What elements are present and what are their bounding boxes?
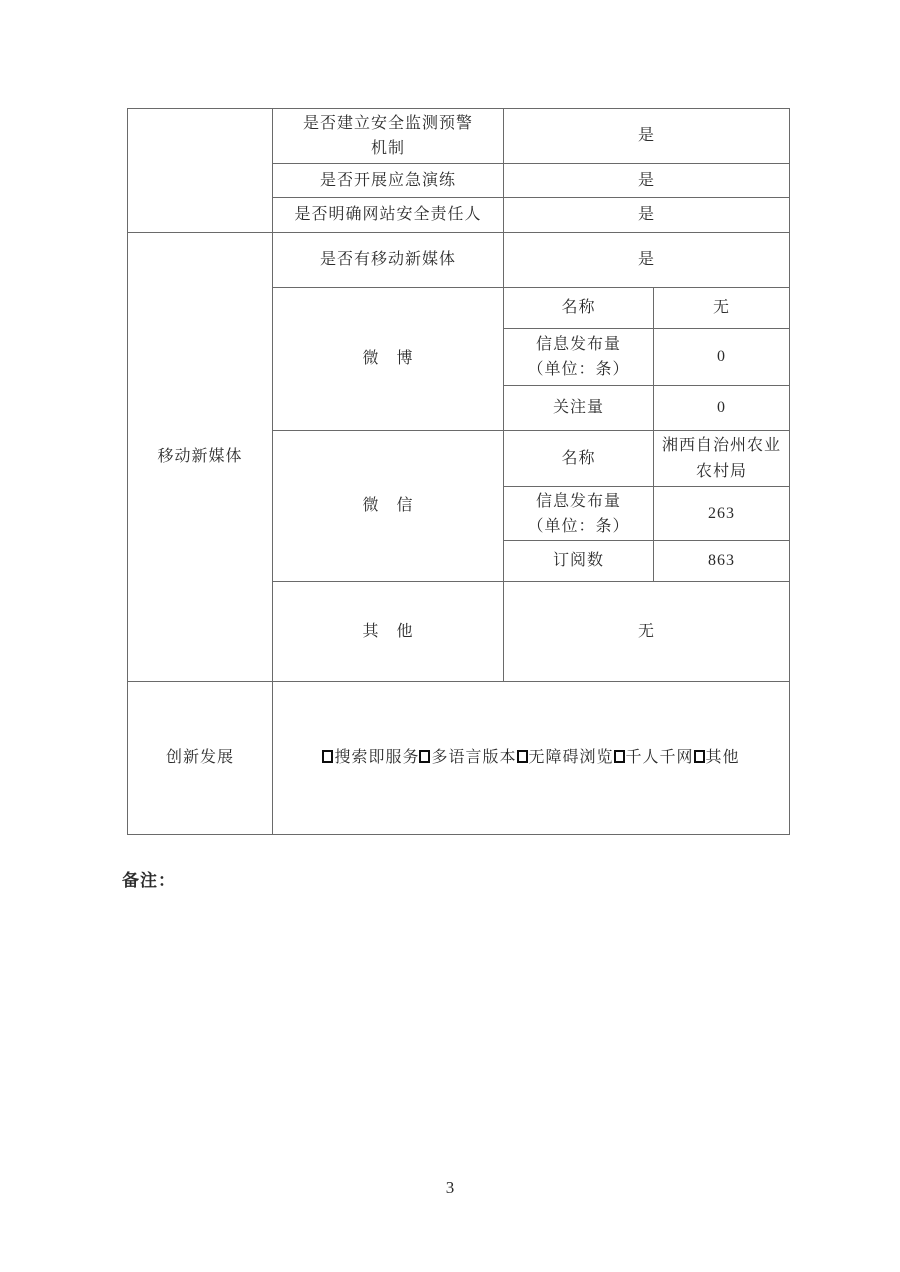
wechat-posts-label: [504, 487, 654, 541]
checkbox-unchecked-icon: [614, 750, 625, 763]
category-cell-blank: [128, 109, 273, 233]
weibo-name-value: 无: [654, 288, 790, 329]
security-monitor-value: 是: [504, 109, 790, 164]
option-personalized: [614, 749, 694, 766]
emergency-drill-value: 是: [504, 164, 790, 198]
option-other: [694, 749, 740, 766]
weibo-followers-label: 关注量: [504, 386, 654, 431]
checkbox-unchecked-icon: [322, 750, 333, 763]
table-row: [128, 109, 790, 164]
option-label: 无障碍浏览: [528, 749, 614, 766]
option-label: 千人千网: [625, 749, 694, 766]
innovation-options-cell: [273, 682, 790, 835]
page-number: 3: [445, 1178, 455, 1197]
option-label: 搜索即服务: [334, 749, 420, 766]
security-officer-label: 是否明确网站安全责任人: [273, 198, 504, 233]
category-cell-mobile-media: 移动新媒体: [128, 233, 273, 682]
category-cell-innovation: 创新发展: [128, 682, 273, 835]
weibo-posts-label: [504, 329, 654, 386]
checkbox-unchecked-icon: [694, 750, 705, 763]
weibo-name-label: 名称: [504, 288, 654, 329]
option-label: 其他: [705, 749, 740, 766]
table-row: [128, 682, 790, 835]
wechat-name-value: 湘西自治州农业农村局: [654, 431, 790, 487]
label-line: （单位：条）: [527, 361, 630, 378]
has-mobile-media-value: 是: [504, 233, 790, 288]
option-multilingual: [419, 749, 516, 766]
checkbox-unchecked-icon: [419, 750, 430, 763]
option-search-service: [322, 749, 419, 766]
label-line: 机制: [370, 140, 405, 157]
notes-label: 备注：: [122, 871, 176, 890]
label-line: （单位：条）: [527, 517, 630, 535]
label-line: 信息发布量: [535, 492, 621, 510]
security-monitor-label: [273, 109, 504, 164]
security-officer-value: 是: [504, 198, 790, 233]
report-table: [127, 108, 790, 835]
wechat-posts-value: 263: [654, 487, 790, 541]
option-accessibility: [517, 749, 614, 766]
weibo-cell: 微 博: [273, 288, 504, 431]
other-media-value: 无: [504, 582, 790, 682]
wechat-subscribers-value: 863: [654, 541, 790, 582]
other-media-label: 其 他: [273, 582, 504, 682]
has-mobile-media-label: 是否有移动新媒体: [273, 233, 504, 288]
emergency-drill-label: 是否开展应急演练: [273, 164, 504, 198]
weibo-followers-value: 0: [654, 386, 790, 431]
label-line: 是否建立安全监测预警: [302, 115, 473, 132]
weibo-posts-value: 0: [654, 329, 790, 386]
wechat-subscribers-label: 订阅数: [504, 541, 654, 582]
checkbox-unchecked-icon: [517, 750, 528, 763]
table-row: [128, 233, 790, 288]
wechat-name-label: 名称: [504, 431, 654, 487]
wechat-cell: 微 信: [273, 431, 504, 582]
label-line: 信息发布量: [535, 336, 621, 353]
option-label: 多语言版本: [431, 749, 517, 766]
